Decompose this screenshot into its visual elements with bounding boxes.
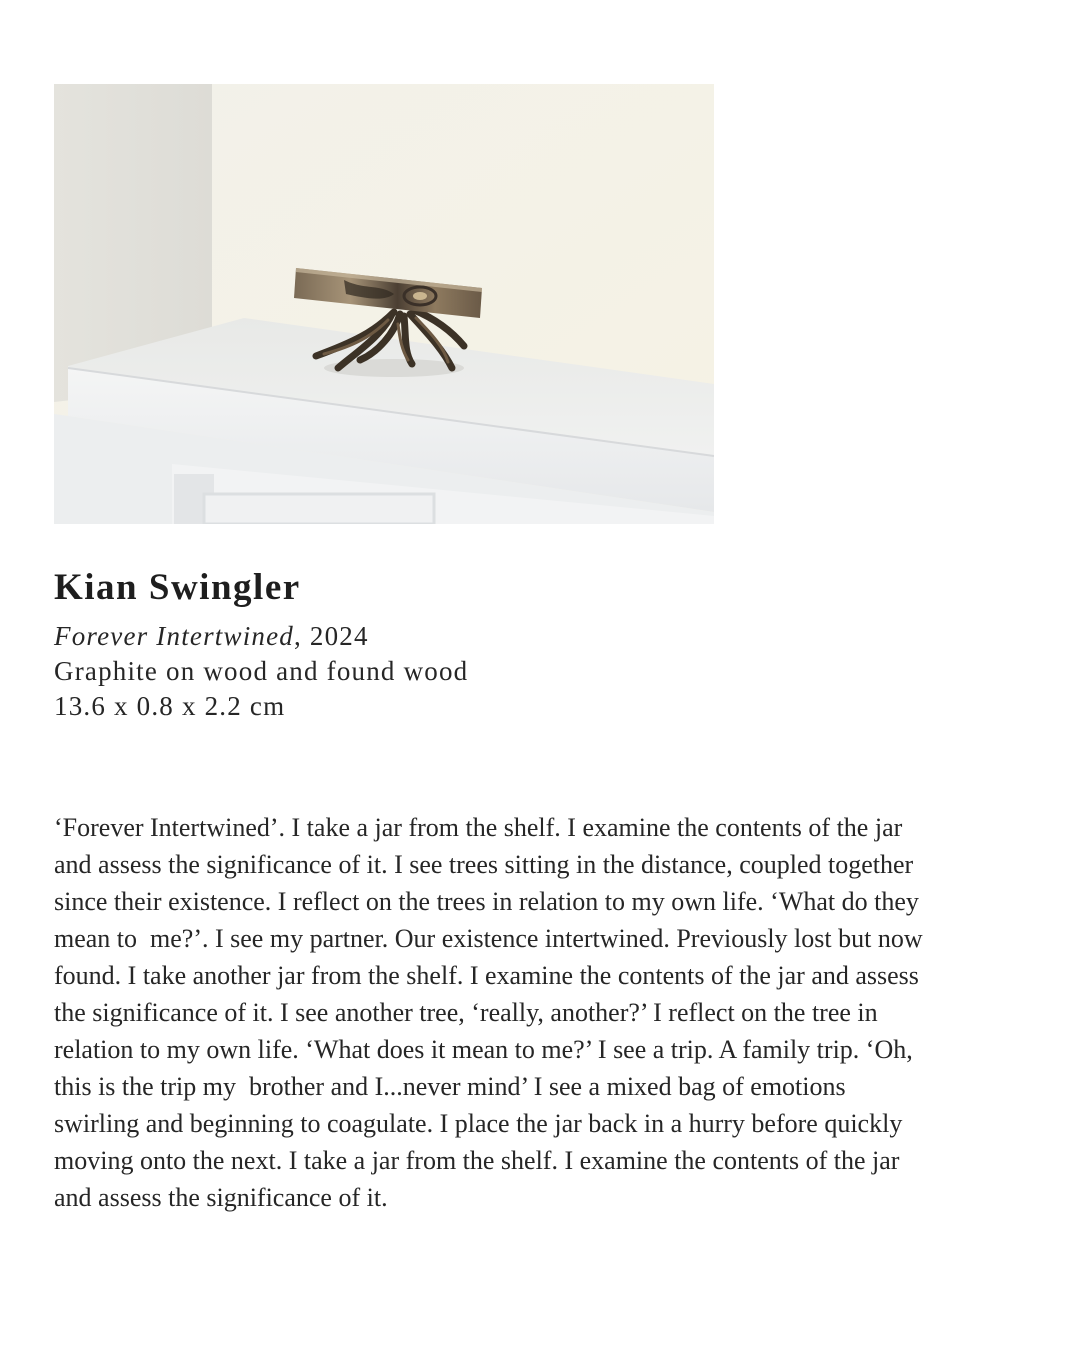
- statement-line: and assess the significance of it. I see trees sitting in the distance, coupled together: [54, 850, 914, 879]
- artist-statement: [54, 809, 1044, 1216]
- statement-line: swirling and beginning to coagulate. I place the jar back in a hurry before quickly: [54, 1109, 903, 1138]
- statement-line: the significance of it. I see another tree, ‘really, another?’ I reflect on the tree in: [54, 998, 878, 1027]
- artwork-medium: Graphite on wood and found wood: [54, 656, 469, 686]
- artwork-details: [54, 619, 468, 724]
- artwork-title: Forever Intertwined: [54, 621, 294, 651]
- statement-line: and assess the significance of it.: [54, 1183, 388, 1212]
- title-line: [54, 619, 468, 654]
- statement-line: since their existence. I reflect on the trees in relation to my own life. ‘What do they: [54, 887, 919, 916]
- artwork-year: , 2024: [294, 621, 369, 651]
- statement-line: this is the trip my brother and I...never mind’ I see a mixed bag of emotions: [54, 1072, 846, 1101]
- statement-line: mean to me?’. I see my partner. Our existence intertwined. Previously lost but now: [54, 924, 923, 953]
- artwork-photo-illustration: [54, 84, 714, 524]
- statement-line: ‘Forever Intertwined’. I take a jar from the shelf. I examine the contents of the jar: [54, 813, 903, 842]
- artist-name: Kian Swingler: [54, 567, 301, 608]
- artwork-dimensions: 13.6 x 0.8 x 2.2 cm: [54, 691, 286, 721]
- statement-line: moving onto the next. I take a jar from the shelf. I examine the contents of the jar: [54, 1146, 900, 1175]
- statement-line: relation to my own life. ‘What does it mean to me?’ I see a trip. A family trip. ‘Oh,: [54, 1035, 913, 1064]
- statement-line: found. I take another jar from the shelf. I examine the contents of the jar and assess: [54, 961, 919, 990]
- artwork-photo: [54, 84, 714, 524]
